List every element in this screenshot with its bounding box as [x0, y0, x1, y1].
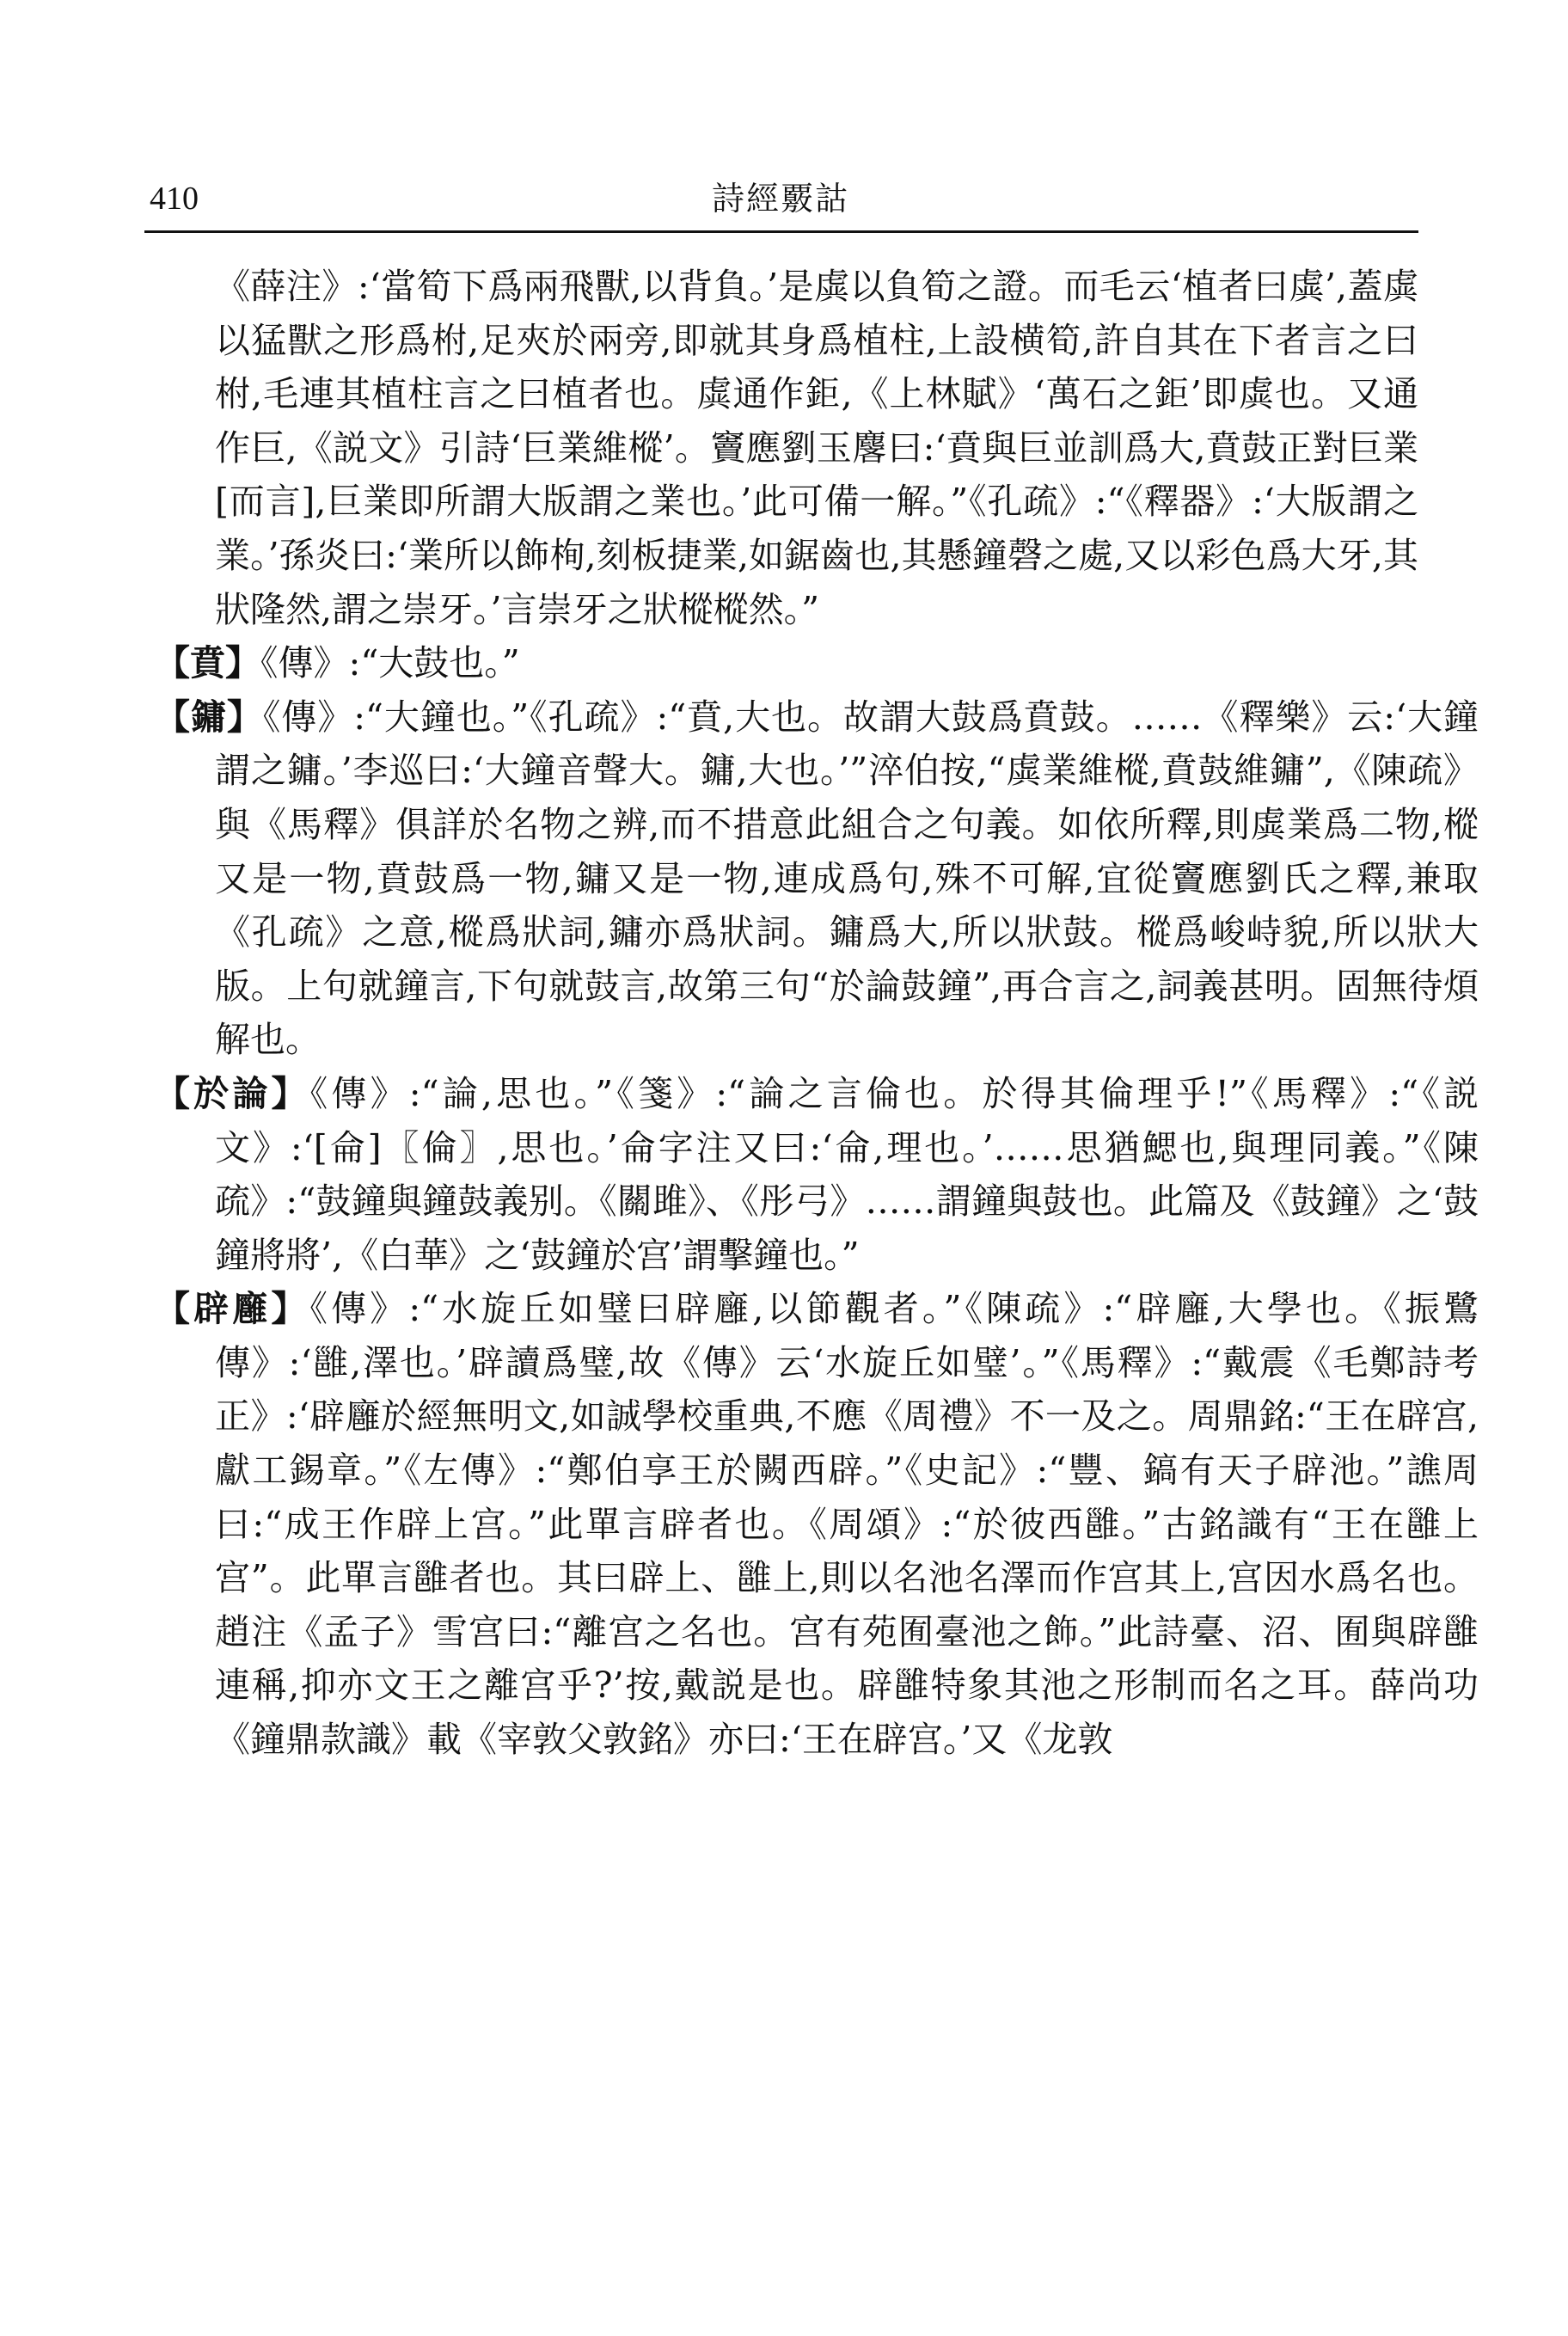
entry-headword: 【賁】 [155, 642, 260, 684]
entry-text: 《傳》:“大鼓也。” [260, 642, 520, 684]
entry-text: 《傳》:“大鐘也。”《孔疏》:“賁,大也。故謂大鼓爲賁鼓。……《釋樂》云:‘大鐘謂之鏞。’李巡曰:‘大鐘音聲大。鏞,大也。’”淬伯按,“虡業維樅,賁鼓維鏞”,《陳疏》與《馬釋》俱詳於名物之辨,而不措意此組合之句義。如依所釋,則虡業爲二物,樅又是一物,賁鼓爲一物,鏞又是一物,連成爲句,殊不可解,宜從竇應劉氏之釋,兼取《孔疏》之意,樅爲狀詞,鏞亦爲狀詞。鏞爲大,所以狀鼓。樅爲峻峙貌,所以狀大版。上句就鐘言,下句就鼓言,故第三句“於論鼓鐘”,再合言之,詞義甚明。固無待煩解也。 [215, 696, 1479, 1061]
entry-text: 《傳》:“論,思也。”《箋》:“論之言倫也。於得其倫理乎!”《馬釋》:“《説文》:‘[侖]〖倫〗,思也。’侖字注又曰:‘侖,理也。’……思猶鰓也,與理同義。”《陳疏》:“鼓鐘與鐘鼓義别。《關雎》、《彤弓》……謂鐘與鼓也。此篇及《鼓鐘》之‘鼓鐘將將’,《白華》之‘鼓鐘於宫’謂擊鐘也。” [215, 1072, 1479, 1276]
main-text [155, 260, 1479, 1767]
entry-yulun [155, 1067, 1479, 1282]
entry-biyong [155, 1282, 1479, 1766]
entry-headword: 【辟廱】 [155, 1288, 310, 1330]
page-number: 410 [150, 181, 199, 217]
running-title: 詩經覈詁 [711, 180, 849, 218]
entry-text: 《傳》:“水旋丘如璧曰辟廱,以節觀者。”《陳疏》:“辟廱,大學也。《振鷺傳》:‘雝,澤也。’辟讀爲璧,故《傳》云‘水旋丘如璧’。”《馬釋》:“戴震《毛鄭詩考正》:‘辟廱於經無明文,如誠學校重典,不應《周禮》不一及之。周鼎銘:“王在辟宫,獻工錫章。”《左傳》:“鄭伯享王於闕西辟。”《史記》:“豐、鎬有天子辟池。”譙周曰:“成王作辟上宫。”此單言辟者也。《周頌》:“於彼西雝。”古銘識有“王在雝上宫”。此單言雝者也。其曰辟上、雝上,則以名池名澤而作宫其上,宫因水爲名也。趙注《孟子》雪宫曰:“離宫之名也。宫有苑囿臺池之飾。”此詩臺、沼、囿與辟雝連稱,抑亦文王之離宫乎?’按,戴説是也。辟雝特象其池之形制而名之耳。薛尚功《鐘鼎款識》載《宰敦父敦銘》亦曰:‘王在辟宫。’又《龙敦 [215, 1288, 1479, 1761]
entry-headword: 【於論】 [155, 1072, 310, 1114]
page-header [144, 177, 1417, 225]
entry-headword: 【鏞】 [155, 696, 263, 738]
header-rule [144, 230, 1418, 233]
continuation-paragraph: 《薛注》:‘當筍下爲兩飛獸,以背負。’是虡以負筍之證。而毛云‘植者曰虡’,蓋虡以猛獸之形爲柎,足夾於兩旁,即就其身爲植柱,上設横筍,許自其在下者言之曰柎,毛連其植柱言之曰植者也。虡通作鉅,《上林賦》‘萬石之鉅’即虡也。又通作巨,《説文》引詩‘巨業維樅’。竇應劉玉麐曰:‘賁與巨並訓爲大,賁鼓正對巨業[而言],巨業即所謂大版謂之業也。’此可備一解。”《孔疏》:“《釋器》:‘大版謂之業。’孫炎曰:‘業所以飾栒,刻板捷業,如鋸齒也,其懸鐘磬之處,又以彩色爲大牙,其狀隆然,謂之崇牙。’言崇牙之狀樅樅然。” [215, 266, 1418, 630]
entry-ben [155, 636, 1479, 690]
entry-yong [155, 690, 1479, 1067]
